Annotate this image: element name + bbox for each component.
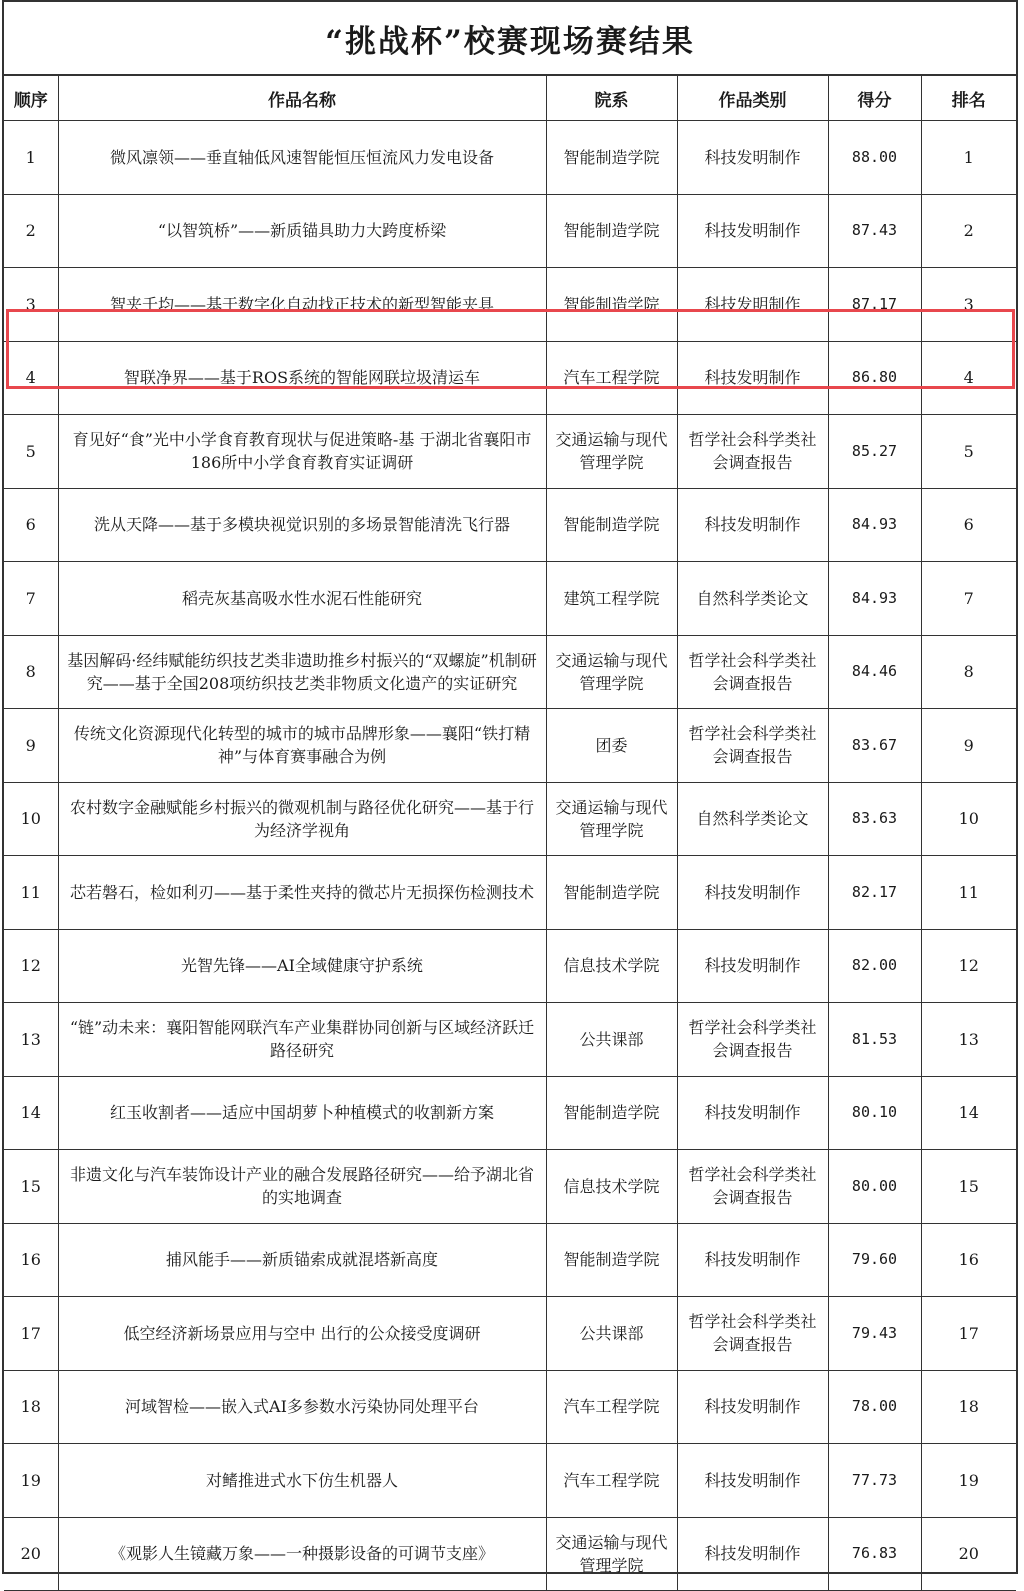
department-cell: 智能制造学院 [546,1223,677,1297]
category-cell: 自然科学类论文 [677,562,828,636]
category-cell: 哲学社会科学类社会调查报告 [677,1150,828,1224]
table-row [4,635,1016,709]
table-row [4,121,1016,195]
score-cell: 80.00 [828,1150,921,1224]
score-cell: 79.60 [828,1223,921,1297]
rank-cell: 2 [921,194,1016,268]
work-name-cell: 红玉收割者——适应中国胡萝卜种植模式的收割新方案 [58,1076,546,1150]
order-cell: 6 [4,488,58,562]
order-cell: 13 [4,1003,58,1077]
work-name-cell: 智夹千均——基于数字化自动找正技术的新型智能夹具 [58,268,546,342]
work-name-cell: 智联净界——基于ROS系统的智能网联垃圾清运车 [58,341,546,415]
rank-cell: 19 [921,1444,1016,1518]
table-row [4,341,1016,415]
rank-cell: 8 [921,635,1016,709]
rank-cell: 15 [921,1150,1016,1224]
order-cell: 11 [4,856,58,930]
work-name-cell: 捕风能手——新质锚索成就混塔新高度 [58,1223,546,1297]
table-row [4,562,1016,636]
page-title: “挑战杯”校赛现场赛结果 [4,2,1016,76]
category-cell: 科技发明制作 [677,268,828,342]
category-cell: 科技发明制作 [677,1370,828,1444]
order-cell: 4 [4,341,58,415]
header-order: 顺序 [4,76,58,121]
order-cell: 5 [4,415,58,489]
category-cell: 科技发明制作 [677,341,828,415]
category-cell: 科技发明制作 [677,488,828,562]
rank-cell: 13 [921,1003,1016,1077]
category-cell: 自然科学类论文 [677,782,828,856]
rank-cell: 1 [921,121,1016,195]
rank-cell: 12 [921,929,1016,1003]
department-cell: 智能制造学院 [546,1076,677,1150]
order-cell: 19 [4,1444,58,1518]
department-cell: 团委 [546,709,677,783]
table-row [4,856,1016,930]
table-row [4,1223,1016,1297]
category-cell: 科技发明制作 [677,1444,828,1518]
order-cell: 15 [4,1150,58,1224]
department-cell: 智能制造学院 [546,194,677,268]
score-cell: 76.83 [828,1517,921,1591]
department-cell: 智能制造学院 [546,856,677,930]
table-row [4,488,1016,562]
department-cell: 交通运输与现代管理学院 [546,635,677,709]
work-name-cell: 农村数字金融赋能乡村振兴的微观机制与路径优化研究——基于行为经济学视角 [58,782,546,856]
department-cell: 汽车工程学院 [546,341,677,415]
rank-cell: 17 [921,1297,1016,1371]
work-name-cell: 育见好“食”光中小学食育教育现状与促进策略-基 于湖北省襄阳市186所中小学食育教育实证调研 [58,415,546,489]
category-cell: 科技发明制作 [677,194,828,268]
rank-cell: 11 [921,856,1016,930]
table-row [4,782,1016,856]
department-cell: 公共课部 [546,1297,677,1371]
score-cell: 84.46 [828,635,921,709]
score-cell: 88.00 [828,121,921,195]
rank-cell: 4 [921,341,1016,415]
score-cell: 79.43 [828,1297,921,1371]
rank-cell: 5 [921,415,1016,489]
order-cell: 20 [4,1517,58,1591]
rank-cell: 14 [921,1076,1016,1150]
work-name-cell: 稻壳灰基高吸水性水泥石性能研究 [58,562,546,636]
category-cell: 科技发明制作 [677,121,828,195]
rank-cell: 3 [921,268,1016,342]
header-score: 得分 [828,76,921,121]
order-cell: 14 [4,1076,58,1150]
score-cell: 85.27 [828,415,921,489]
order-cell: 3 [4,268,58,342]
department-cell: 汽车工程学院 [546,1444,677,1518]
order-cell: 8 [4,635,58,709]
category-cell: 科技发明制作 [677,929,828,1003]
score-cell: 81.53 [828,1003,921,1077]
order-cell: 17 [4,1297,58,1371]
table-row [4,194,1016,268]
category-cell: 科技发明制作 [677,856,828,930]
rank-cell: 20 [921,1517,1016,1591]
score-cell: 77.73 [828,1444,921,1518]
table-row [4,1297,1016,1371]
work-name-cell: 洗从天降——基于多模块视觉识别的多场景智能清洗飞行器 [58,488,546,562]
score-cell: 78.00 [828,1370,921,1444]
score-cell: 83.63 [828,782,921,856]
work-name-cell: 光智先锋——AI全域健康守护系统 [58,929,546,1003]
table-row [4,1370,1016,1444]
work-name-cell: 非遗文化与汽车装饰设计产业的融合发展路径研究——给予湖北省的实地调查 [58,1150,546,1224]
work-name-cell: 传统文化资源现代化转型的城市的城市品牌形象——襄阳“铁打精神”与体育赛事融合为例 [58,709,546,783]
table-row [4,415,1016,489]
department-cell: 智能制造学院 [546,268,677,342]
results-table [4,76,1016,1591]
department-cell: 交通运输与现代管理学院 [546,415,677,489]
department-cell: 信息技术学院 [546,929,677,1003]
category-cell: 哲学社会科学类社会调查报告 [677,1297,828,1371]
score-cell: 80.10 [828,1076,921,1150]
table-row [4,1150,1016,1224]
order-cell: 1 [4,121,58,195]
score-cell: 84.93 [828,488,921,562]
department-cell: 汽车工程学院 [546,1370,677,1444]
table-row [4,709,1016,783]
category-cell: 哲学社会科学类社会调查报告 [677,415,828,489]
department-cell: 智能制造学院 [546,121,677,195]
score-cell: 83.67 [828,709,921,783]
rank-cell: 10 [921,782,1016,856]
category-cell: 哲学社会科学类社会调查报告 [677,709,828,783]
work-name-cell: 《观影人生镜藏万象——一种摄影设备的可调节支座》 [58,1517,546,1591]
rank-cell: 16 [921,1223,1016,1297]
category-cell: 科技发明制作 [677,1517,828,1591]
table-row [4,1076,1016,1150]
department-cell: 建筑工程学院 [546,562,677,636]
department-cell: 信息技术学院 [546,1150,677,1224]
rank-cell: 7 [921,562,1016,636]
header-department: 院系 [546,76,677,121]
department-cell: 交通运输与现代管理学院 [546,782,677,856]
score-cell: 87.43 [828,194,921,268]
order-cell: 2 [4,194,58,268]
work-name-cell: 河域智检——嵌入式AI多参数水污染协同处理平台 [58,1370,546,1444]
order-cell: 7 [4,562,58,636]
order-cell: 10 [4,782,58,856]
results-sheet [2,0,1018,1574]
order-cell: 9 [4,709,58,783]
department-cell: 交通运输与现代管理学院 [546,1517,677,1591]
work-name-cell: “链”动未来：襄阳智能网联汽车产业集群协同创新与区域经济跃迁路径研究 [58,1003,546,1077]
score-cell: 82.00 [828,929,921,1003]
department-cell: 公共课部 [546,1003,677,1077]
score-cell: 84.93 [828,562,921,636]
table-row [4,1444,1016,1518]
table-row [4,1003,1016,1077]
work-name-cell: 基因解码·经纬赋能纺织技艺类非遗助推乡村振兴的“双螺旋”机制研究——基于全国208项纺织技艺类非物质文化遗产的实证研究 [58,635,546,709]
rank-cell: 18 [921,1370,1016,1444]
category-cell: 科技发明制作 [677,1076,828,1150]
order-cell: 18 [4,1370,58,1444]
work-name-cell: 微风凛领——垂直轴低风速智能恒压恒流风力发电设备 [58,121,546,195]
rank-cell: 9 [921,709,1016,783]
work-name-cell: 对鳍推进式水下仿生机器人 [58,1444,546,1518]
category-cell: 哲学社会科学类社会调查报告 [677,635,828,709]
header-work-name: 作品名称 [58,76,546,121]
work-name-cell: 低空经济新场景应用与空中 出行的公众接受度调研 [58,1297,546,1371]
work-name-cell: 芯若磐石，检如利刃——基于柔性夹持的微芯片无损探伤检测技术 [58,856,546,930]
order-cell: 16 [4,1223,58,1297]
table-body [4,121,1016,1591]
score-cell: 82.17 [828,856,921,930]
score-cell: 87.17 [828,268,921,342]
order-cell: 12 [4,929,58,1003]
table-row [4,1517,1016,1591]
header-rank: 排名 [921,76,1016,121]
table-row [4,268,1016,342]
department-cell: 智能制造学院 [546,488,677,562]
table-row [4,929,1016,1003]
category-cell: 科技发明制作 [677,1223,828,1297]
work-name-cell: “以智筑桥”——新质锚具助力大跨度桥梁 [58,194,546,268]
table-header-row [4,76,1016,121]
category-cell: 哲学社会科学类社会调查报告 [677,1003,828,1077]
rank-cell: 6 [921,488,1016,562]
score-cell: 86.80 [828,341,921,415]
header-category: 作品类别 [677,76,828,121]
